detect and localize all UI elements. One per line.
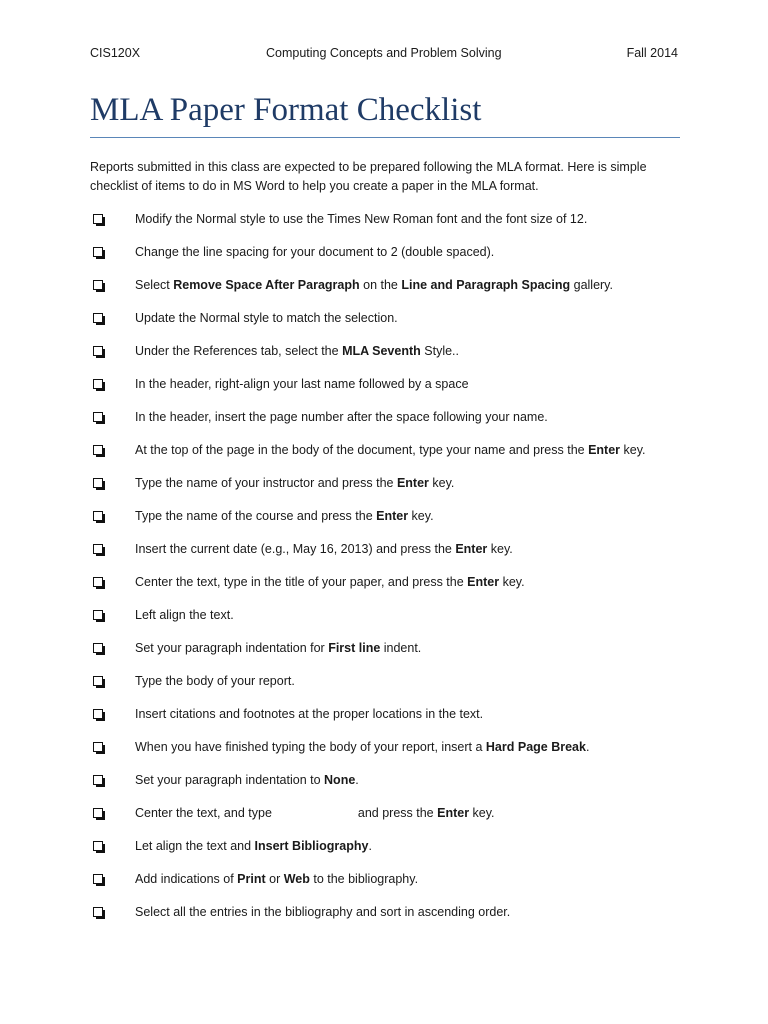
checklist-item-text [135,210,587,228]
text-segment: key. [499,575,525,589]
text-segment: or [265,872,284,886]
checklist-item-text [135,672,295,690]
bold-term: Hard Page Break [485,740,586,754]
text-segment: Set your paragraph indentation for [135,641,329,655]
bold-term: Web [283,872,310,886]
checklist-item [90,540,710,573]
checklist-item-text [135,342,459,360]
text-segment: Update the Normal style to match the selection. [135,311,398,325]
text-segment: to the bibliography. [309,872,419,886]
checkbox-icon[interactable] [93,247,103,257]
text-segment: Let align the text and [135,839,255,853]
term: Fall 2014 [626,46,678,60]
text-segment: Center the text, type in the title of your paper, and press the [135,575,468,589]
checkbox-icon[interactable] [93,709,103,719]
checklist-item-text [135,804,495,822]
checklist-item-text [135,375,469,393]
text-segment: . [368,839,372,853]
text-segment: key. [487,542,513,556]
checkbox-icon[interactable] [93,676,103,686]
text-segment: on the [359,278,402,292]
bold-term: Enter [376,509,409,523]
checklist-item-text [135,276,613,294]
checklist-item-text [135,309,398,327]
checklist-item [90,837,710,870]
checkbox-icon[interactable] [93,808,103,818]
checklist-item-text [135,870,418,888]
checklist-item-text [135,474,454,492]
checkbox-icon[interactable] [93,445,103,455]
text-segment: In the header, right-align your last name followed by a space [135,377,469,391]
checklist-item [90,771,710,804]
text-segment: key. [428,476,455,490]
checklist-item-text [135,408,548,426]
checkbox-icon[interactable] [93,214,103,224]
page-title: MLA Paper Format Checklist [90,92,482,128]
page-header [90,46,678,64]
text-segment: Set your paragraph indentation to [135,773,325,787]
checkbox-icon[interactable] [93,643,103,653]
checklist-item [90,276,710,309]
checklist-item [90,507,710,540]
checklist-item-text [135,837,372,855]
checklist-item-text [135,738,589,756]
checklist-item-text [135,771,359,789]
checklist-item [90,738,710,771]
checklist-item [90,210,710,243]
checklist-item [90,804,710,837]
text-segment: Left align the text. [135,608,234,622]
text-segment: and press the [357,806,438,820]
checklist-item [90,243,710,276]
course-code: CIS120X [90,46,141,60]
checklist-item-text [135,441,646,459]
checklist-item-text [135,507,434,525]
checkbox-icon[interactable] [93,478,103,488]
checklist-item-text [135,540,513,558]
checkbox-icon[interactable] [93,544,103,554]
text-segment: Modify the Normal style to use the Times New Roman font and the font size of 12. [135,212,588,226]
checkbox-icon[interactable] [93,841,103,851]
text-segment: key. [408,509,434,523]
checklist-item-text [135,639,421,657]
bold-term: Enter [455,542,488,556]
checklist-item [90,903,710,936]
checklist-item-text [135,243,494,261]
checklist-item [90,672,710,705]
bold-term: Insert Bibliography [254,839,369,853]
text-segment: Add indications of [135,872,238,886]
checklist-item [90,375,710,408]
checkbox-icon[interactable] [93,742,103,752]
text-segment: Type the name of the course and press the [135,509,377,523]
text-segment: Select all the entries in the bibliography and sort in ascending order. [135,905,511,919]
bold-term: Enter [588,443,621,457]
checklist [90,210,710,936]
text-segment: At the top of the page in the body of the document, type your name and press the [135,443,589,457]
text-segment: Insert the current date (e.g., May 16, 2013) and press the [135,542,456,556]
text-segment: Under the References tab, select the [135,344,343,358]
text-segment: Select [135,278,174,292]
bold-term: MLA Seventh [342,344,421,358]
bold-term: Remove Space After Paragraph [173,278,360,292]
checklist-item [90,342,710,375]
bold-term: Enter [437,806,470,820]
bold-term: Print [237,872,266,886]
text-segment: In the header, insert the page number after the space following your name. [135,410,548,424]
checklist-item [90,870,710,903]
checkbox-icon[interactable] [93,511,103,521]
text-segment: Insert citations and footnotes at the proper locations in the text. [135,707,484,721]
checklist-item-text [135,705,483,723]
checkbox-icon[interactable] [93,610,103,620]
bold-term: Enter [467,575,500,589]
checkbox-icon[interactable] [93,280,103,290]
text-segment: key. [469,806,495,820]
checkbox-icon[interactable] [93,775,103,785]
bold-term: Enter [396,476,429,490]
text-segment: When you have finished typing the body of your report, insert a [135,740,486,754]
text-segment: . [355,773,359,787]
checkbox-icon[interactable] [93,379,103,389]
checklist-item-text [135,573,525,591]
checklist-item [90,474,710,507]
text-segment: Style.. [420,344,459,358]
course-name: Computing Concepts and Problem Solving [266,46,502,60]
intro-paragraph: Reports submitted in this class are expected to be prepared following the MLA format. Here is simple checklist of items to do in MS Word to help you create a paper in the MLA format. [90,160,647,193]
checkbox-icon[interactable] [93,874,103,884]
checkbox-icon[interactable] [93,577,103,587]
bold-term: First line [328,641,381,655]
checkbox-icon[interactable] [93,907,103,917]
checklist-item [90,606,710,639]
checkbox-icon[interactable] [93,346,103,356]
text-segment: Center the text, and type [135,806,272,820]
checklist-item [90,573,710,606]
text-segment: Type the name of your instructor and press the [135,476,397,490]
checklist-item [90,408,710,441]
checklist-item-text [135,606,234,624]
checklist-item [90,639,710,672]
bold-term: None [324,773,356,787]
checklist-item [90,705,710,738]
checkbox-icon[interactable] [93,412,103,422]
text-segment: gallery. [570,278,613,292]
checklist-item [90,309,710,342]
text-segment: key. [620,443,646,457]
checklist-item [90,441,710,474]
text-segment: Change the line spacing for your document to 2 (double spaced). [135,245,495,259]
bold-term: Line and Paragraph Spacing [401,278,571,292]
text-segment: . [585,740,590,754]
title-underline [90,137,680,138]
checklist-item-text [135,903,510,921]
text-segment: indent. [380,641,422,655]
text-segment: Type the body of your report. [135,674,295,688]
checkbox-icon[interactable] [93,313,103,323]
